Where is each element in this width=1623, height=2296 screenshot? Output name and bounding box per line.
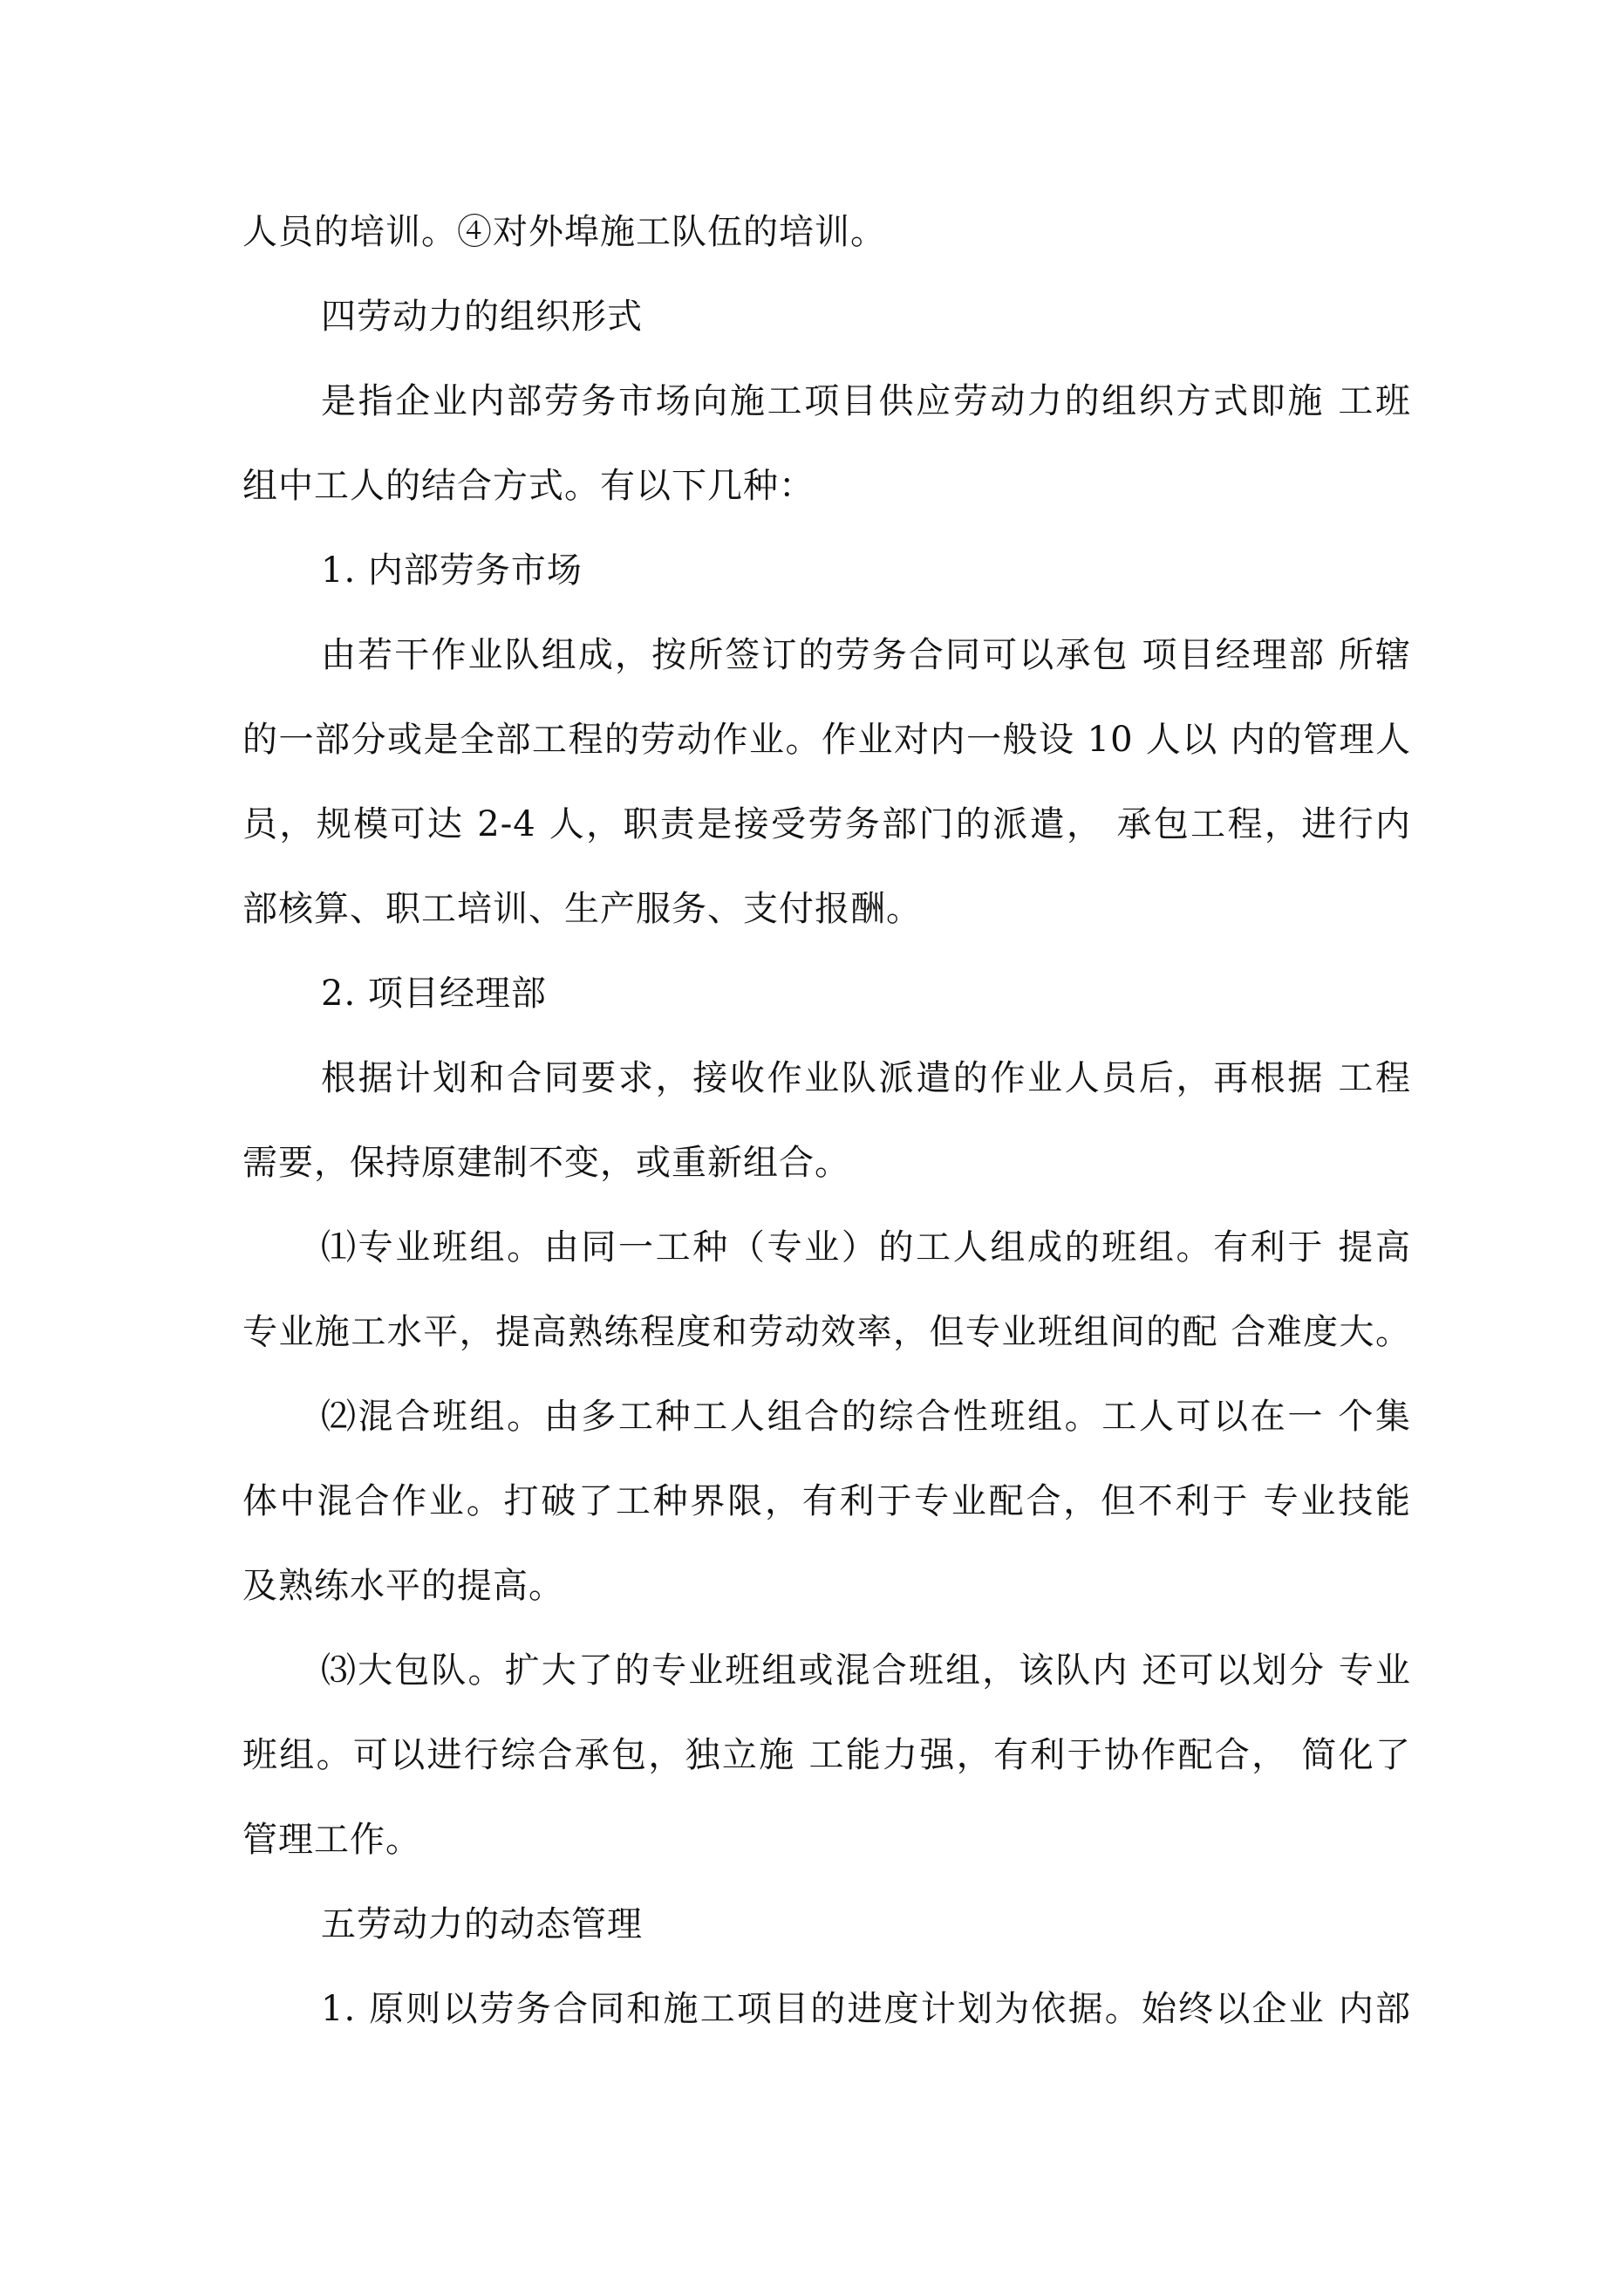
text-line-20: 管理工作。 [242, 1820, 421, 1860]
text-line-4: 组中工人的结合方式。有以下几种： [242, 466, 815, 506]
text-line-19: 班组。可以进行综合承包，独立施 工能力强，有利于协作配合， 简化了 [242, 1735, 1411, 1775]
text-line-7: 的一部分或是全部工程的劳动作业。作业对内一般设 10 人以 内的管理人 [242, 720, 1411, 760]
text-line-1: 人员的培训。④对外埠施工队伍的培训。 [242, 212, 886, 252]
subheading-2: 2. 项目经理部 [321, 974, 547, 1014]
text-line-6: 由若干作业队组成，按所签订的劳务合同可以承包 项目经理部 所辖 [321, 635, 1411, 675]
text-line-3: 是指企业内部劳务市场向施工项目供应劳动力的组织方式即施 工班 [321, 381, 1411, 421]
text-line-13: ⑴专业班组。由同一工种（专业）的工人组成的班组。有利于 提高 [321, 1227, 1411, 1268]
section-heading-4: 四劳动力的组织形式 [321, 297, 643, 337]
text-line-17: 及熟练水平的提高。 [242, 1566, 564, 1606]
text-line-14: 专业施工水平，提高熟练程度和劳动效率，但专业班组间的配 合难度大。 [242, 1312, 1411, 1352]
text-line-9: 部核算、职工培训、生产服务、支付报酬。 [242, 889, 922, 929]
text-line-16: 体中混合作业。打破了工种界限，有利于专业配合，但不利于 专业技能 [242, 1481, 1411, 1521]
text-line-12: 需要，保持原建制不变，或重新组合。 [242, 1143, 850, 1183]
subheading-1: 1. 内部劳务市场 [321, 550, 583, 591]
section-heading-5: 五劳动力的动态管理 [321, 1904, 643, 1944]
text-line-18: ⑶大包队。扩大了的专业班组或混合班组，该队内 还可以划分 专业 [321, 1650, 1411, 1691]
text-line-15: ⑵混合班组。由多工种工人组合的综合性班组。工人可以在一 个集 [321, 1397, 1411, 1437]
text-line-11: 根据计划和合同要求，接收作业队派遣的作业人员后，再根据 工程 [321, 1058, 1411, 1098]
text-line-22: 1. 原则以劳务合同和施工项目的进度计划为依据。始终以企业 内部 [321, 1989, 1411, 2029]
text-line-8: 员，规模可达 2-4 人，职责是接受劳务部门的派遣， 承包工程，进行内 [242, 804, 1411, 844]
